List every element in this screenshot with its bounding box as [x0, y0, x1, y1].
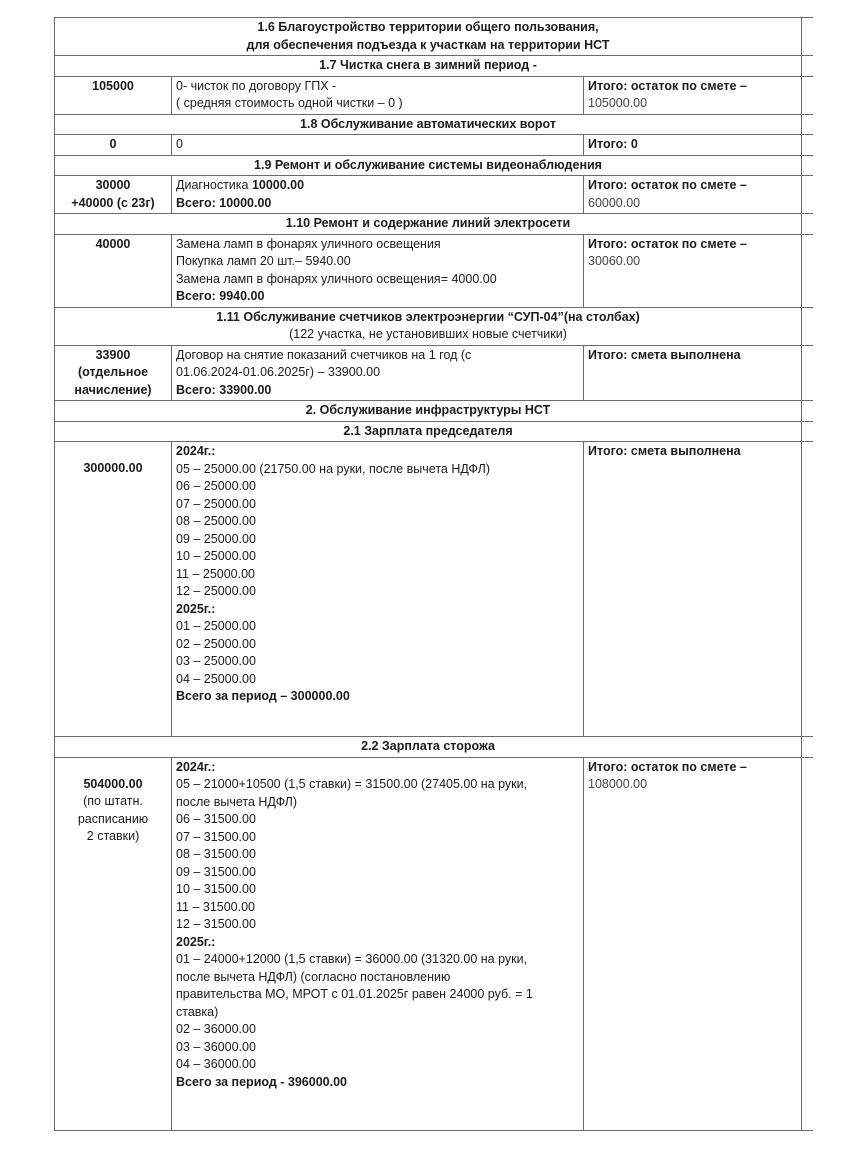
section-title — [55, 307, 802, 345]
result-value: 60000.00 — [588, 195, 641, 210]
section-1-9-row — [55, 176, 813, 214]
edge-cell — [802, 135, 813, 156]
payment-line: 08 – 25000.00 — [176, 514, 256, 528]
payment-line: 01 – 25000.00 — [176, 619, 256, 633]
edge-cell — [802, 307, 813, 345]
section-1-9-header — [55, 155, 813, 176]
description-total: Всего за период - 396000.00 — [176, 1074, 347, 1089]
budget-amount — [55, 442, 172, 737]
description-cell — [172, 442, 584, 737]
payment-line: 08 – 31500.00 — [176, 847, 256, 861]
section-1-6-header — [55, 18, 813, 56]
budget-amount-line: 300000.00 — [83, 461, 143, 475]
payment-line: 09 – 25000.00 — [176, 531, 256, 546]
budget-amount — [55, 176, 172, 214]
payment-line: 11 – 25000.00 — [176, 566, 256, 581]
payment-line: 05 – 25000.00 (21750.00 на руки, после вычета НДФЛ) — [176, 461, 491, 476]
budget-amount-note: 2 ставки) — [86, 829, 140, 843]
description-line: ( средняя стоимость одной чистки – 0 ) — [176, 96, 403, 110]
section-title-line2: для обеспечения подъезда к участкам на территории НСТ — [246, 37, 610, 52]
year-label: 2025г.: — [176, 601, 216, 616]
section-2-2-row — [55, 757, 813, 1130]
edge-cell — [802, 757, 813, 1130]
section-1-10-row — [55, 234, 813, 307]
payment-line: 02 – 25000.00 — [176, 636, 256, 651]
budget-amount-line: +40000 (с 23г) — [71, 195, 155, 210]
budget-amount: 40000 — [55, 234, 172, 307]
payment-line: после вычета НДФЛ) — [176, 794, 298, 809]
section-1-11-row — [55, 345, 813, 401]
payment-line: 10 – 25000.00 — [176, 549, 256, 563]
budget-amount-line: 30000 — [95, 178, 131, 192]
section-2-1-header — [55, 421, 813, 442]
section-title — [55, 18, 802, 56]
section-title: 1.8 Обслуживание автоматических ворот — [55, 114, 802, 135]
budget-amount-line: 33900 — [95, 347, 131, 362]
result-label: Итого: остаток по смете – — [588, 178, 747, 192]
section-1-7-row — [55, 76, 813, 114]
edge-cell — [802, 76, 813, 114]
payment-line: после вычета НДФЛ) (согласно постановлению — [176, 969, 451, 984]
result-label: Итого: смета выполнена — [584, 345, 802, 401]
year-label: 2025г.: — [176, 934, 216, 949]
year-label: 2024г.: — [176, 444, 216, 458]
result-cell — [584, 76, 802, 114]
description-total: Всего: 10000.00 — [176, 195, 272, 210]
budget-amount-note: (по штатн. — [83, 794, 143, 808]
payment-line: 03 – 25000.00 — [176, 654, 256, 668]
description-cell: 0 — [172, 135, 584, 156]
section-2-1-row — [55, 442, 813, 737]
budget-amount: 0 — [55, 135, 172, 156]
result-cell — [584, 176, 802, 214]
budget-amount: 105000 — [55, 76, 172, 114]
result-label: Итого: остаток по смете – — [588, 78, 747, 93]
payment-line: 12 – 31500.00 — [176, 917, 256, 931]
section-title: 1.7 Чистка снега в зимний период - — [55, 56, 802, 77]
description-line: 0- чисток по договору ГПХ - — [176, 78, 337, 93]
description-line: Покупка ламп 20 шт.– 5940.00 — [176, 254, 351, 268]
payment-line: 03 – 36000.00 — [176, 1039, 256, 1054]
budget-amount-line: начисление) — [74, 382, 152, 397]
section-subtitle: (122 участка, не установивших новые счетчики) — [289, 327, 567, 341]
payment-line: 06 – 31500.00 — [176, 812, 256, 826]
result-value: 105000.00 — [588, 96, 648, 110]
edge-cell — [802, 442, 813, 737]
section-1-11-header — [55, 307, 813, 345]
description-cell — [172, 234, 584, 307]
result-label: Итого: 0 — [584, 135, 802, 156]
section-title: 1.9 Ремонт и обслуживание системы видеонаблюдения — [55, 155, 802, 176]
edge-cell — [802, 345, 813, 401]
payment-line: 06 – 25000.00 — [176, 479, 256, 493]
result-label: Итого: остаток по смете – — [588, 236, 747, 251]
result-cell — [584, 757, 802, 1130]
payment-line: 04 – 36000.00 — [176, 1057, 256, 1071]
payment-line: 07 – 31500.00 — [176, 829, 256, 844]
payment-line: 07 – 25000.00 — [176, 496, 256, 511]
payment-line: ставка) — [176, 1004, 219, 1019]
result-cell — [584, 234, 802, 307]
description-cell — [172, 176, 584, 214]
section-title-line1: 1.6 Благоустройство территории общего пользования, — [257, 20, 599, 34]
description-cell — [172, 76, 584, 114]
edge-cell — [802, 401, 813, 422]
description-line — [176, 177, 579, 195]
result-label: Итого: смета выполнена — [584, 442, 802, 737]
budget-report-document — [54, 17, 812, 1131]
payment-line: 05 – 21000+10500 (1,5 ставки) = 31500.00 (27405.00 на руки, — [176, 777, 528, 791]
description-amount: 10000.00 — [251, 178, 305, 192]
payment-line: правительства МО, МРОТ с 01.01.2025г равен 24000 руб. = 1 — [176, 987, 533, 1001]
edge-cell — [802, 737, 813, 758]
payment-line: 10 – 31500.00 — [176, 882, 256, 896]
edge-cell — [802, 214, 813, 235]
description-cell — [172, 345, 584, 401]
section-1-8-row — [55, 135, 813, 156]
edge-cell — [802, 155, 813, 176]
payment-line: 04 – 25000.00 — [176, 671, 256, 686]
budget-amount — [55, 757, 172, 1130]
description-line: 01.06.2024-01.06.2025г) – 33900.00 — [176, 365, 381, 379]
section-1-10-header — [55, 214, 813, 235]
edge-cell — [802, 114, 813, 135]
edge-cell — [802, 56, 813, 77]
section-title: 1.10 Ремонт и содержание линий электросети — [55, 214, 802, 235]
payment-line: 11 – 31500.00 — [176, 899, 256, 914]
result-value: 30060.00 — [588, 254, 641, 268]
budget-amount — [55, 345, 172, 401]
budget-table — [54, 17, 813, 1131]
edge-cell — [802, 176, 813, 214]
edge-cell — [802, 234, 813, 307]
description-total: Всего: 9940.00 — [176, 289, 265, 303]
description-cell — [172, 757, 584, 1130]
description-total: Всего за период – 300000.00 — [176, 689, 350, 703]
description-line: Замена ламп в фонарях уличного освещения= 4000.00 — [176, 271, 497, 286]
section-title: 2. Обслуживание инфраструктуры НСТ — [55, 401, 802, 422]
description-total: Всего: 33900.00 — [176, 382, 272, 397]
section-title: 2.2 Зарплата сторожа — [55, 737, 802, 758]
section-title: 2.1 Зарплата председателя — [55, 421, 802, 442]
payment-line: 12 – 25000.00 — [176, 584, 256, 598]
payment-line: 09 – 31500.00 — [176, 864, 256, 879]
payment-line: 01 – 24000+12000 (1,5 ставки) = 36000.00 (31320.00 на руки, — [176, 952, 528, 966]
section-2-2-header — [55, 737, 813, 758]
section-title-line1: 1.11 Обслуживание счетчиков электроэнергии “СУП-04”(на столбах) — [216, 309, 640, 324]
edge-cell — [802, 18, 813, 56]
section-2-header — [55, 401, 813, 422]
payment-line: 02 – 36000.00 — [176, 1022, 256, 1036]
budget-amount-line: 504000.00 — [83, 776, 143, 791]
budget-amount-line: (отдельное — [77, 365, 149, 379]
section-1-7-header — [55, 56, 813, 77]
result-label: Итого: остаток по смете – — [588, 759, 747, 774]
description-text: Диагностика — [176, 178, 252, 192]
year-label: 2024г.: — [176, 759, 216, 774]
description-line: Договор на снятие показаний счетчиков на 1 год (с — [176, 347, 472, 362]
edge-cell — [802, 421, 813, 442]
description-line: Замена ламп в фонарях уличного освещения — [176, 236, 441, 251]
section-1-8-header — [55, 114, 813, 135]
result-value: 108000.00 — [588, 777, 648, 791]
budget-amount-note: расписанию — [77, 811, 149, 826]
